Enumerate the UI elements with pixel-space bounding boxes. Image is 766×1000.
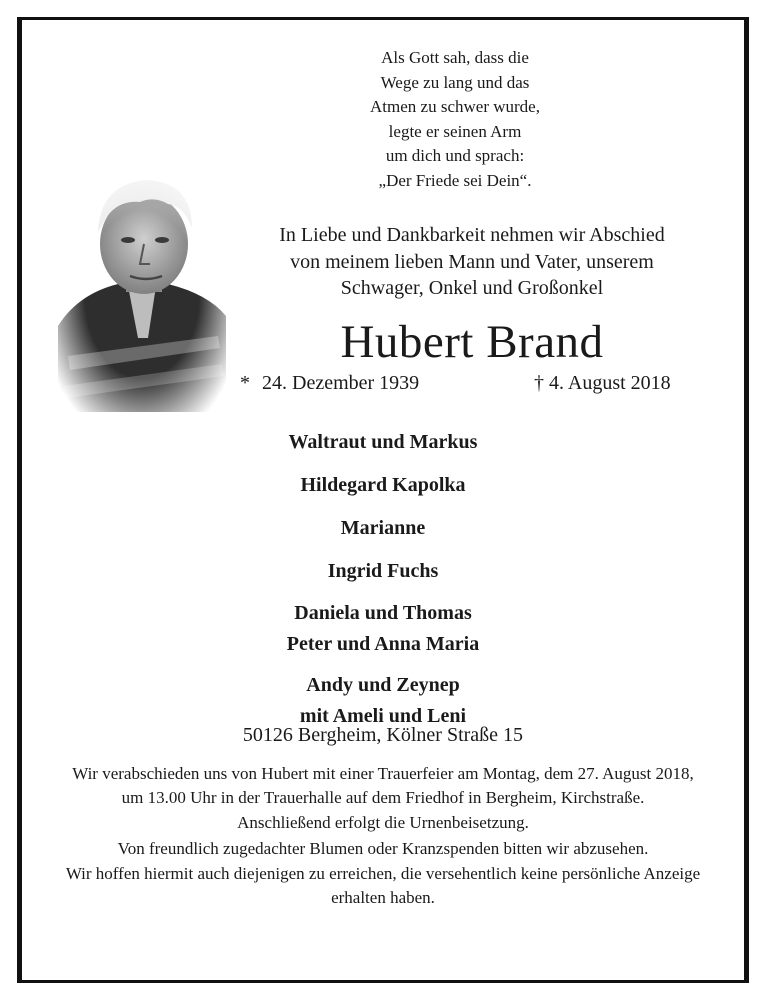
poem-line: um dich und sprach: xyxy=(385,146,525,165)
mourner-group xyxy=(200,469,566,502)
family-address: 50126 Bergheim, Kölner Straße 15 xyxy=(242,724,524,746)
death-date: 4. August 2018 xyxy=(549,372,671,394)
mourners-list xyxy=(200,426,566,742)
intro-line: Schwager, Onkel und Großonkel xyxy=(340,277,604,299)
ceremony-notes xyxy=(60,762,706,911)
mourner-name: mit Ameli und Leni xyxy=(299,705,467,727)
mourner-name: Daniela und Thomas xyxy=(294,602,472,624)
burial-note: Anschließend erfolgt die Urnenbeisetzung. xyxy=(237,813,529,832)
mourner-name: Hildegard Kapolka xyxy=(300,474,466,496)
death-cross-icon: † xyxy=(534,372,544,394)
mourner-group xyxy=(200,555,566,588)
intro-line: In Liebe und Dankbarkeit nehmen wir Abschied xyxy=(279,224,665,246)
portrait-photo xyxy=(58,166,226,412)
poem xyxy=(330,46,580,193)
mourner-name: Andy und Zeynep xyxy=(306,674,460,696)
flowers-note: Von freundlich zugedachter Blumen oder Kranzspenden bitten wir abzusehen. xyxy=(117,838,649,858)
portrait-image xyxy=(58,166,226,412)
birth-star-icon: * xyxy=(240,372,250,394)
poem-line: Als Gott sah, dass die xyxy=(381,48,529,67)
mourner-name: Waltraut und Markus xyxy=(288,431,478,453)
poem-line: Atmen zu schwer wurde, xyxy=(370,97,540,116)
farewell-intro xyxy=(234,222,710,302)
mourner-group xyxy=(200,598,566,660)
mourner-name: Peter und Anna Maria xyxy=(286,633,480,655)
birth-date: 24. Dezember 1939 xyxy=(262,372,420,394)
death-date-line xyxy=(534,369,671,397)
mourner-group xyxy=(200,426,566,459)
intro-line: von meinem lieben Mann und Vater, unserem xyxy=(290,250,654,273)
notification-note: Wir hoffen hiermit auch diejenigen zu erreichen, die versehentlich keine persönliche Anzeige erhalten haben. xyxy=(65,864,701,907)
birth-date-line xyxy=(240,369,419,397)
poem-line: Wege zu lang und das xyxy=(380,72,530,92)
poem-line: „Der Friede sei Dein“. xyxy=(378,170,532,190)
ceremony-details: Wir verabschieden uns von Hubert mit einer Trauerfeier am Montag, dem 27. August 2018, um 13.00 Uhr in der Trauerhalle auf dem Friedhof in Bergheim, Kirchstraße. xyxy=(72,764,694,807)
mourner-name: Ingrid Fuchs xyxy=(327,560,439,582)
mourner-name: Marianne xyxy=(340,517,426,539)
mourner-group xyxy=(200,512,566,545)
deceased-name: Hubert Brand xyxy=(340,316,604,368)
poem-line: legte er seinen Arm xyxy=(388,121,522,141)
